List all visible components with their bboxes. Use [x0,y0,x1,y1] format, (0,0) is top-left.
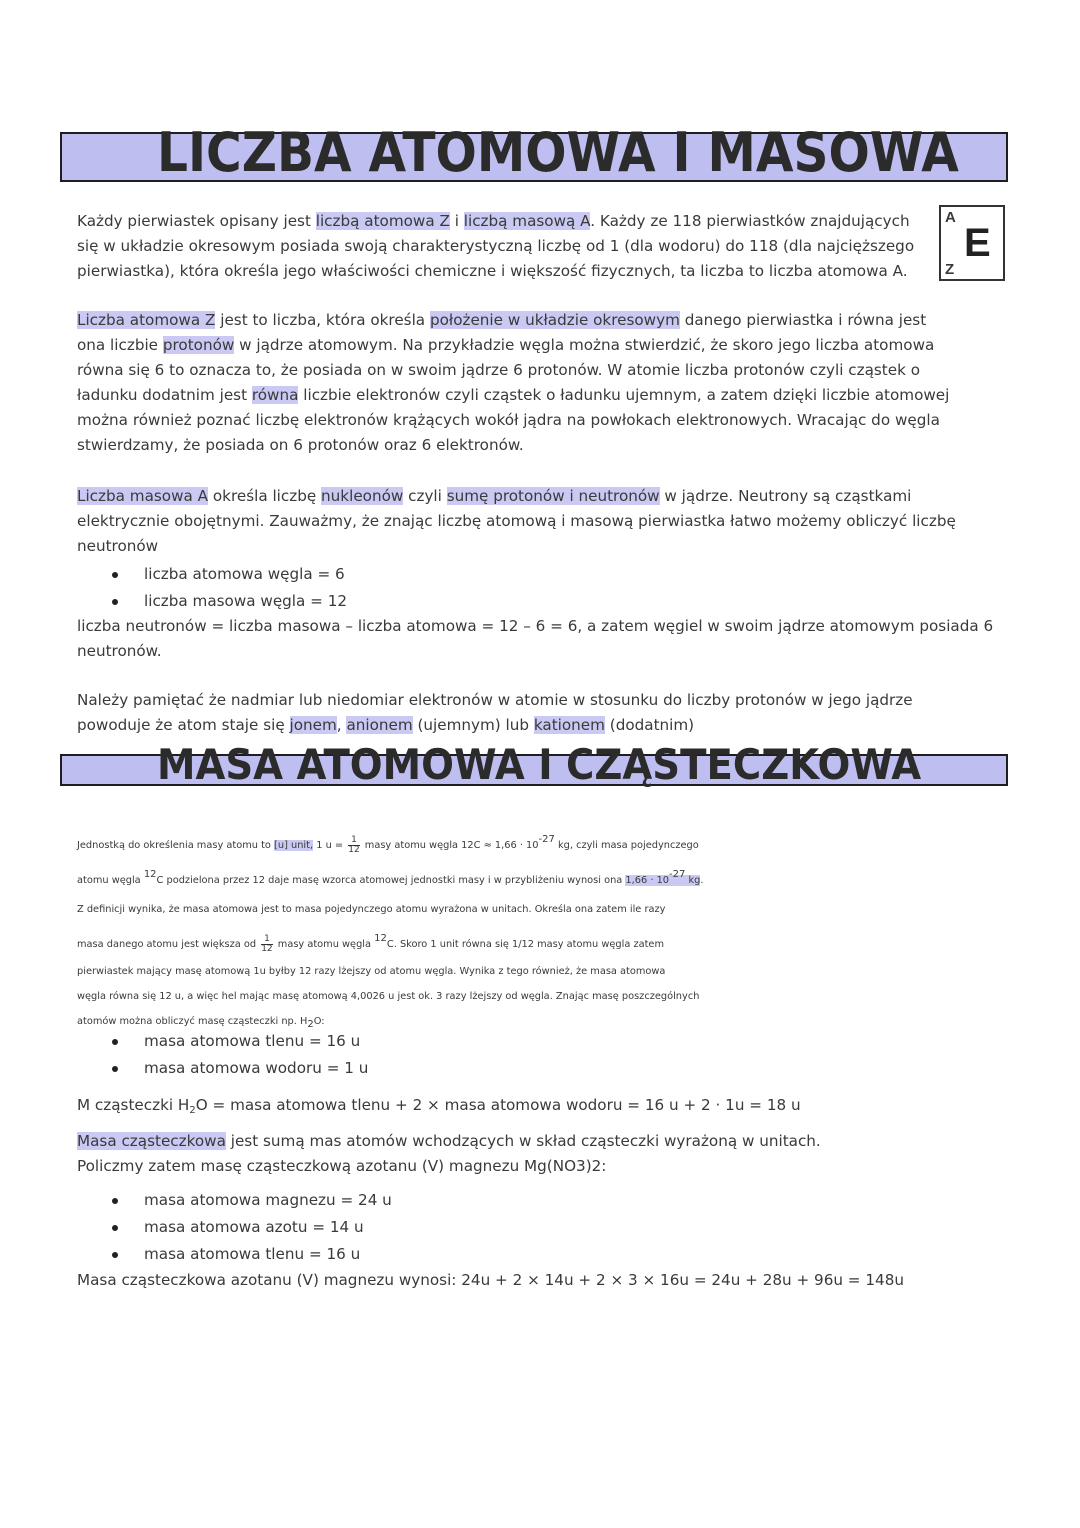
text: masa danego atomu jest większa od [77,939,260,950]
highlight-term: [u] unit, [274,840,314,851]
highlight-term: równa [251,386,299,404]
text-line: neutronów [77,537,159,555]
text: . [700,875,704,886]
text: powoduje że atom staje się [77,716,290,734]
text-line: pierwiastek mający masę atomową 1u byłby 12 razy lżejszy od atomu węgla. Wynika z tego również, że masa atomowa [77,966,666,977]
magnesium-result [77,1268,997,1293]
text: ona liczbie [77,336,163,354]
atomic-number-paragraph [77,308,997,458]
text: O: [313,1016,325,1027]
text-line: węgla równa się 12 u, a więc hel mając masę atomową 4,0026 u jest ok. 3 razy lżejszy od węgla. Znając masę poszczególnych [77,991,700,1002]
highlight-term: położenie w układzie okresowym [429,311,680,329]
text: . Każdy ze 118 pierwiastków znajdujących [590,212,910,230]
highlight-term: Masa cząsteczkowa [77,1132,226,1150]
text: C podzielona przez 12 daje masę wzorca atomowej jednostki masy i w przybliżeniu wynosi ona [156,875,626,886]
ions-paragraph [77,688,997,738]
text: 1 u = [313,840,347,851]
text-line: liczba neutronów = liczba masowa – liczba atomowa = 12 – 6 = 6, a zatem węgiel w swoim jądrze atomowym posiada 6 [77,617,994,635]
section-title-1: LICZBA ATOMOWA I MASOWA [157,121,959,184]
highlight-term: protonów [162,336,235,354]
element-symbol: E [964,221,991,265]
fraction-denominator: 12 [261,943,273,954]
section-title-2: MASA ATOMOWA I CZĄSTECZKOWA [157,740,922,789]
fraction [261,935,272,954]
list-item: masa atomowa tlenu = 16 u [108,1028,368,1055]
highlight-term: sumę protonów i neutronów [446,487,660,505]
text: i [449,212,464,230]
text: masy atomu węgla 12C ≈ 1,66 · 10 [361,840,539,851]
text: , [336,716,347,734]
isotope-superscript: 12 [143,869,157,880]
mass-number-paragraph [77,484,997,559]
text-line: Masa cząsteczkowa azotanu (V) magnezu wynosi: 24u + 2 × 14u + 2 × 3 × 16u = 24u + 28u + 96u = 148u [77,1271,904,1289]
text: danego pierwiastka i równa jest [679,311,927,329]
highlight-term: anionem [346,716,413,734]
water-bullet-list [108,1028,368,1082]
text: w jądrze. Neutrony są cząstkami [659,487,912,505]
subscript: 2 [189,1105,196,1116]
text-line: Z definicji wynika, że masa atomowa jest to masa pojedynczego atomu wyrażona w unitach. Określa ona zatem ile razy [77,904,666,915]
element-symbol-box [939,205,1005,281]
text-line: Należy pamiętać że nadmiar lub niedomiar elektronów w atomie w stosunku do liczby protonów w jego jądrze [77,691,913,709]
text: C. Skoro 1 unit równa się 1/12 masy atomu węgla zatem [386,939,664,950]
text: (dodatnim) [604,716,695,734]
text: czyli [403,487,447,505]
exponent: -27 [669,869,686,880]
list-item: liczba atomowa węgla = 6 [108,561,347,588]
highlight-term: Liczba masowa A [77,487,209,505]
highlight-mass-number: liczbą masową A [463,212,591,230]
atomic-number-label: Z [945,261,955,278]
highlight-atomic-number: liczbą atomowa Z [315,212,450,230]
subscript: 2 [307,1019,314,1030]
fraction-numerator: 1 [348,836,359,846]
list-item: masa atomowa wodoru = 1 u [108,1055,368,1082]
text: 1,66 · 10 [625,875,670,886]
text: jest sumą mas atomów wchodzących w skład cząsteczki wyrażoną w unitach. [225,1132,821,1150]
text: kg [685,875,701,886]
text-line: stwierdzamy, że posiada on 6 protonów oraz 6 elektronów. [77,436,524,454]
water-calculation [77,1093,997,1123]
text: kg, czyli masa pojedynczego [554,840,699,851]
text: M cząsteczki H [77,1096,190,1114]
text: jest to liczba, która określa [215,311,430,329]
intro-paragraph [77,209,937,284]
text: atomów można obliczyć masę cząsteczki np. H [77,1016,308,1027]
highlight-term: Liczba atomowa Z [77,311,216,329]
text: (ujemnym) lub [412,716,534,734]
text-line: równa się 6 to oznacza to, że posiada on w swoim jądrze 6 protonów. W atomie liczba protonów czyli cząstek o [77,361,921,379]
unit-paragraph [77,825,1007,1037]
text: ładunku dodatnim jest [77,386,252,404]
text: atomu węgla [77,875,144,886]
text: O = masa atomowa tlenu + 2 × masa atomowa wodoru = 16 u + 2 · 1u = 18 u [195,1096,801,1114]
fraction [348,836,359,855]
exponent: -27 [538,834,555,845]
molecular-mass-paragraph [77,1129,997,1179]
text: Jednostką do określenia masy atomu to [77,840,275,851]
text-line: elektrycznie obojętnymi. Zauważmy, że znając liczbę atomową i masową pierwiastka łatwo możemy obliczyć liczbę [77,512,956,530]
list-item: masa atomowa tlenu = 16 u [108,1241,392,1268]
list-item: masa atomowa azotu = 14 u [108,1214,392,1241]
carbon-bullet-list [108,561,347,615]
fraction-numerator: 1 [261,935,272,945]
mass-number-label: A [945,209,956,226]
text: masy atomu węgla [274,939,375,950]
highlight-term: jonem [289,716,337,734]
text-line: pierwiastka), która określa jego właściwości chemiczne i większość fizycznych, ta liczba to liczba atomowa A. [77,262,908,280]
neutron-calculation [77,614,997,664]
list-item: masa atomowa magnezu = 24 u [108,1187,392,1214]
text: określa liczbę [208,487,322,505]
text-line: Policzmy zatem masę cząsteczkową azotanu (V) magnezu Mg(NO3)2: [77,1157,607,1175]
text-line: się w układzie okresowym posiada swoją charakterystyczną liczbę od 1 (dla wodoru) do 118 (dla najcięższego [77,237,915,255]
highlight-term: nukleonów [321,487,404,505]
list-item: liczba masowa węgla = 12 [108,588,347,615]
text: liczbie elektronów czyli cząstek o ładunku ujemnym, a zatem dzięki liczbie atomowej [298,386,950,404]
highlight-term: kationem [533,716,605,734]
text-line: neutronów. [77,642,162,660]
text-line: można również poznać liczbę elektronów krążących wokół jądra na powłokach elektronowych. Wracając do węgla [77,411,940,429]
fraction-denominator: 12 [348,844,360,855]
isotope-superscript: 12 [374,933,387,944]
text: Każdy pierwiastek opisany jest [77,212,316,230]
text: w jądrze atomowym. Na przykładzie węgla można stwierdzić, że skoro jego liczba atomowa [234,336,935,354]
magnesium-bullet-list [108,1187,392,1268]
highlight-term [625,869,701,886]
